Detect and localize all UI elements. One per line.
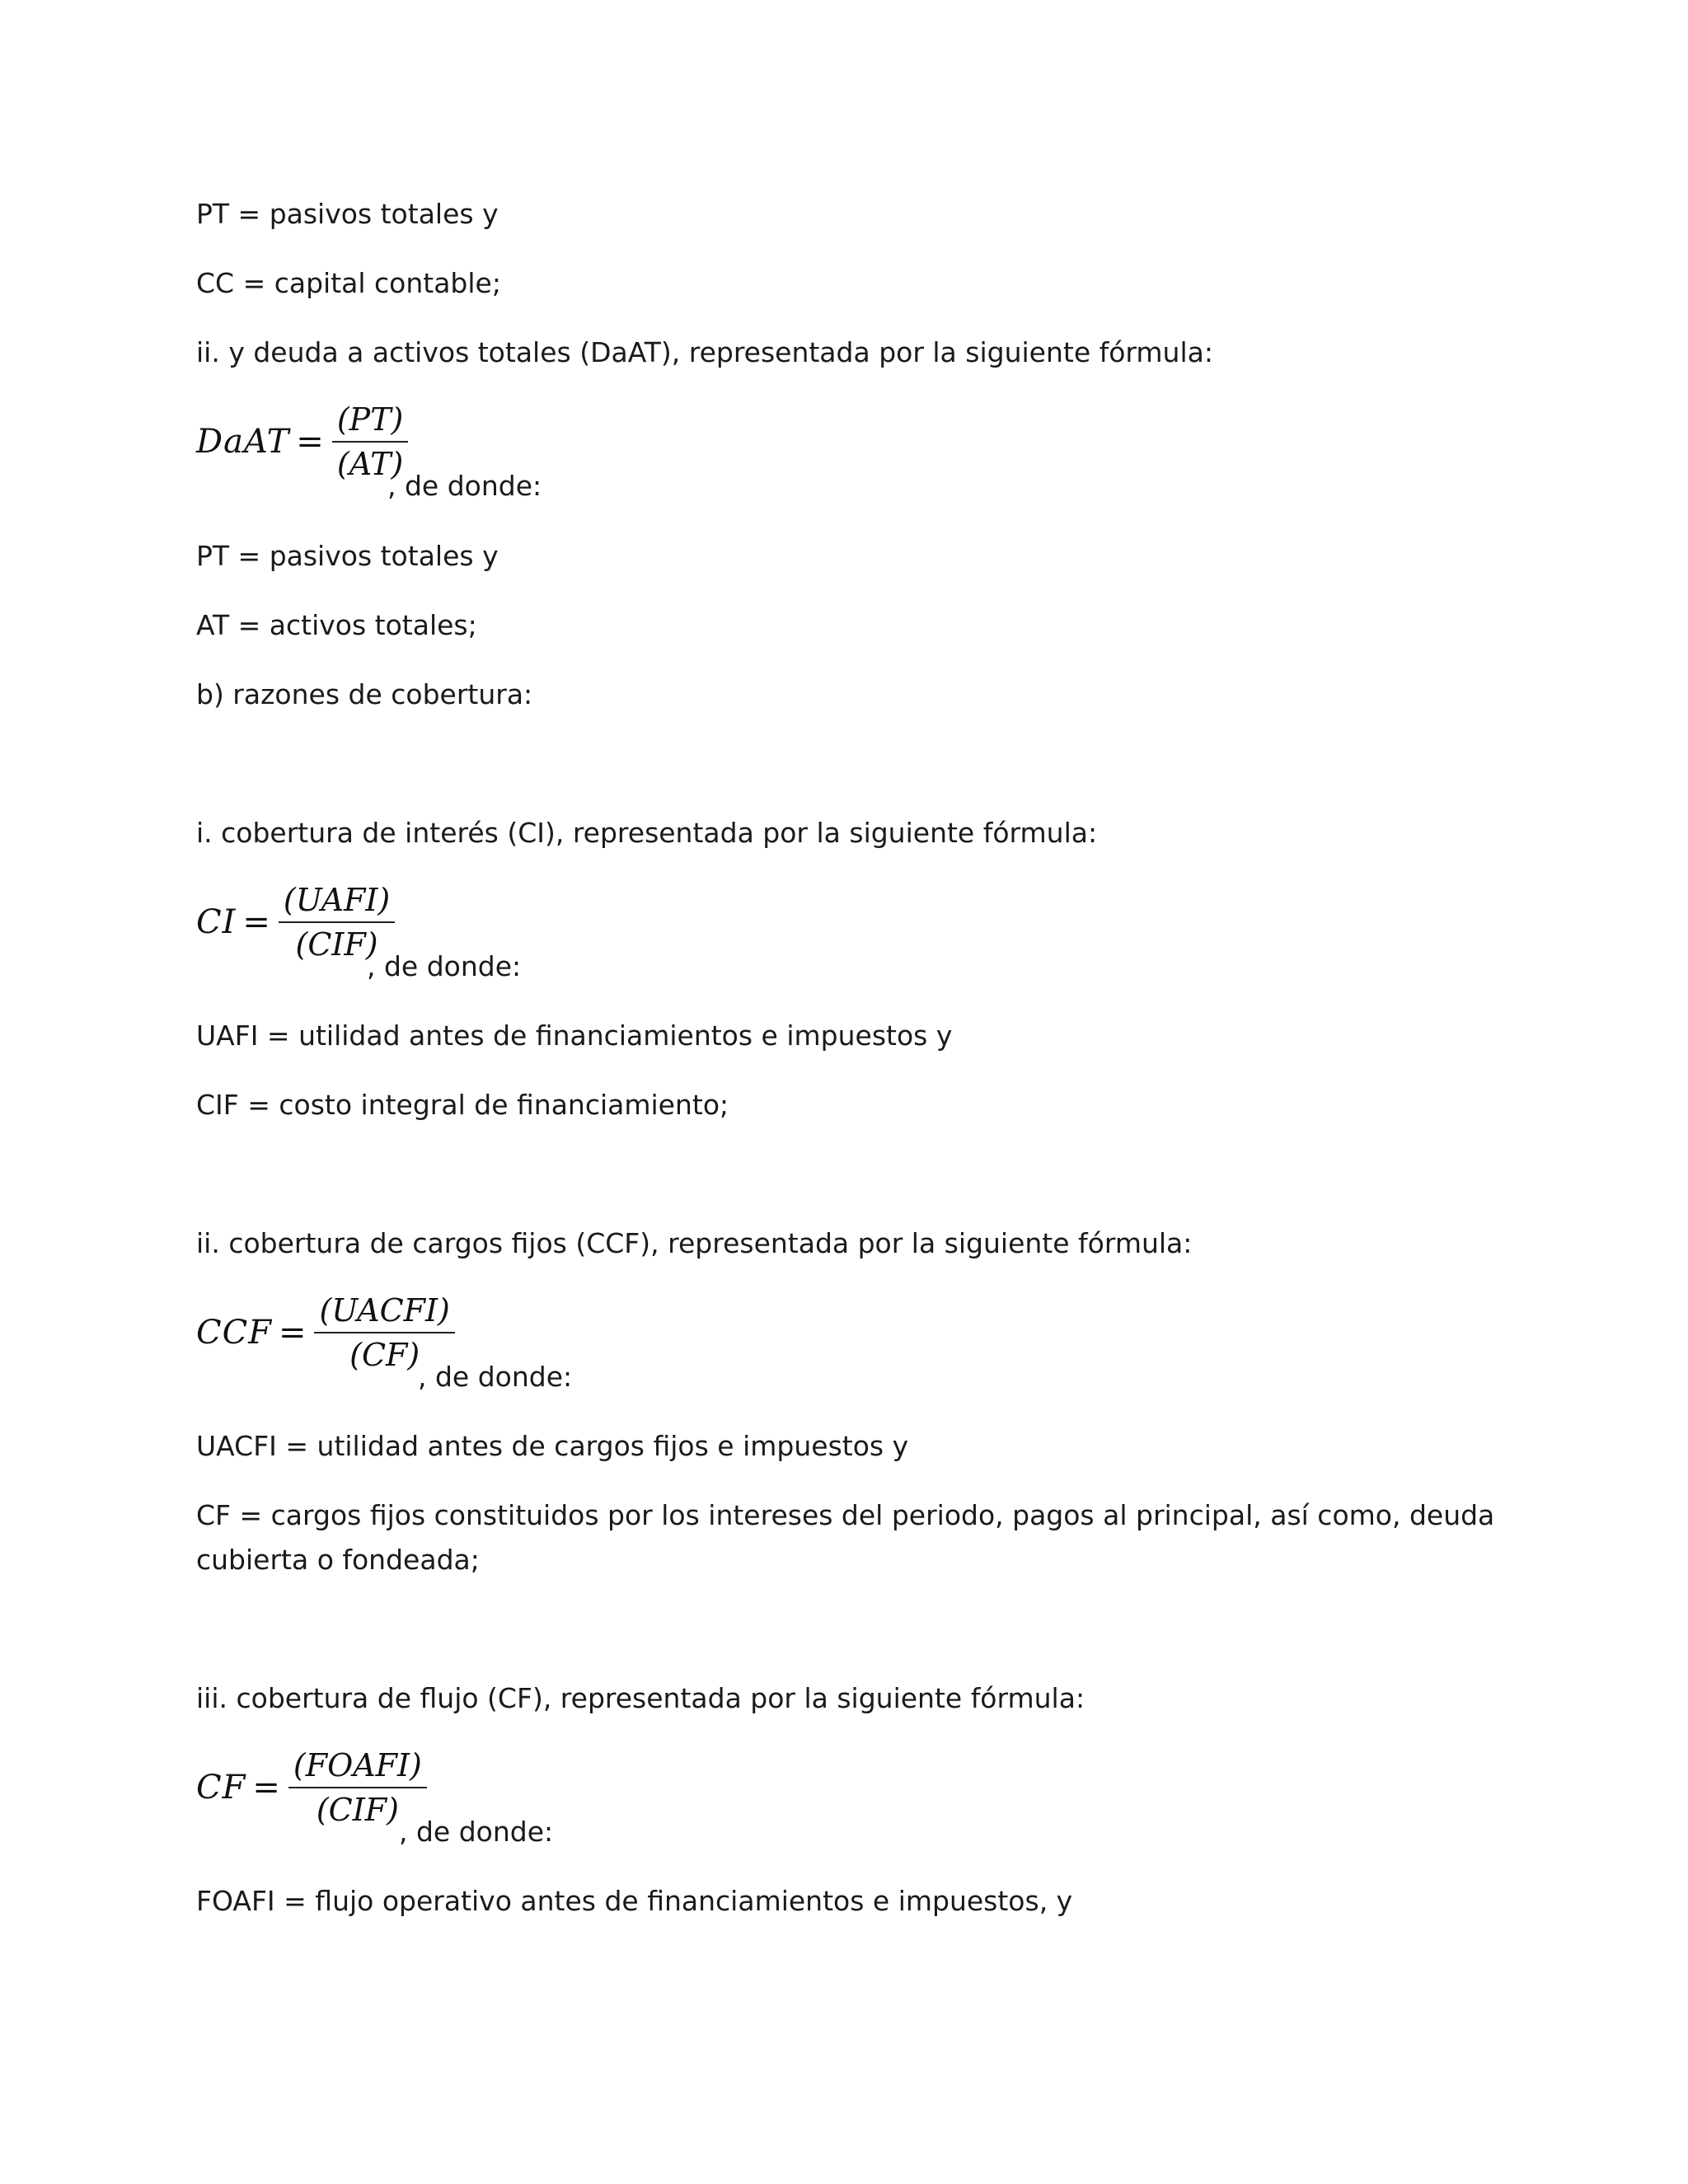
formula-denominator: (CIF): [295, 926, 378, 963]
formula-ccf: [196, 1291, 455, 1375]
formula-suffix-ci: , de donde:: [367, 950, 522, 982]
formula-suffix-ccf: , de donde:: [418, 1361, 573, 1393]
formula-lhs: DaAT: [196, 423, 290, 461]
formula-lhs: CI: [196, 903, 237, 941]
formula-equals: =: [278, 1314, 307, 1352]
item-cobertura-interes: i. cobertura de interés (CI), representada por la siguiente fórmula:: [196, 817, 1098, 849]
formula-suffix-cf: , de donde:: [399, 1816, 554, 1848]
formula-ci: [196, 880, 395, 964]
definition-uafi: UAFI = utilidad antes de financiamientos e impuestos y: [196, 1019, 953, 1052]
definition-pt-2: PT = pasivos totales y: [196, 540, 499, 572]
item-deuda-activos-totales: ii. y deuda a activos totales (DaAT), representada por la siguiente fórmula:: [196, 336, 1213, 368]
item-cobertura-cargos-fijos: ii. cobertura de cargos fijos (CCF), representada por la siguiente fórmula:: [196, 1227, 1193, 1259]
definition-cf: CF = cargos fijos constituidos por los intereses del periodo, pagos al principal, así como, deuda cubierta o fondeada;: [196, 1499, 1495, 1576]
formula-numerator: (PT): [336, 401, 404, 438]
definition-uacfi: UACFI = utilidad antes de cargos fijos e impuestos y: [196, 1430, 909, 1462]
formula-daat: [196, 400, 408, 484]
fraction-bar: [332, 441, 409, 443]
formula-equals: =: [252, 1769, 280, 1807]
definition-foafi: FOAFI = flujo operativo antes de financiamientos e impuestos, y: [196, 1885, 1073, 1917]
formula-denominator: (CIF): [316, 1792, 399, 1828]
formula-numerator: (FOAFI): [293, 1747, 422, 1783]
formula-equals: =: [296, 423, 324, 461]
formula-suffix-daat: , de donde:: [387, 470, 542, 502]
definition-cif: CIF = costo integral de financiamiento;: [196, 1089, 729, 1121]
definition-cc: CC = capital contable;: [196, 267, 501, 299]
formula-numerator: (UAFI): [283, 882, 391, 918]
fraction-bar: [279, 921, 395, 923]
heading-razones-cobertura: b) razones de cobertura:: [196, 678, 533, 710]
formula-denominator: (CF): [349, 1337, 420, 1373]
formula-equals: =: [242, 903, 270, 941]
formula-cf: [196, 1746, 427, 1830]
formula-lhs: CF: [196, 1769, 246, 1807]
definition-at: AT = activos totales;: [196, 609, 477, 641]
formula-lhs: CCF: [196, 1314, 272, 1352]
fraction-bar: [288, 1787, 427, 1788]
formula-numerator: (UACFI): [319, 1292, 450, 1329]
formula-denominator: (AT): [336, 446, 404, 482]
definition-pt: PT = pasivos totales y: [196, 198, 499, 230]
fraction-bar: [314, 1332, 454, 1333]
item-cobertura-flujo: iii. cobertura de flujo (CF), representada por la siguiente fórmula:: [196, 1682, 1085, 1714]
